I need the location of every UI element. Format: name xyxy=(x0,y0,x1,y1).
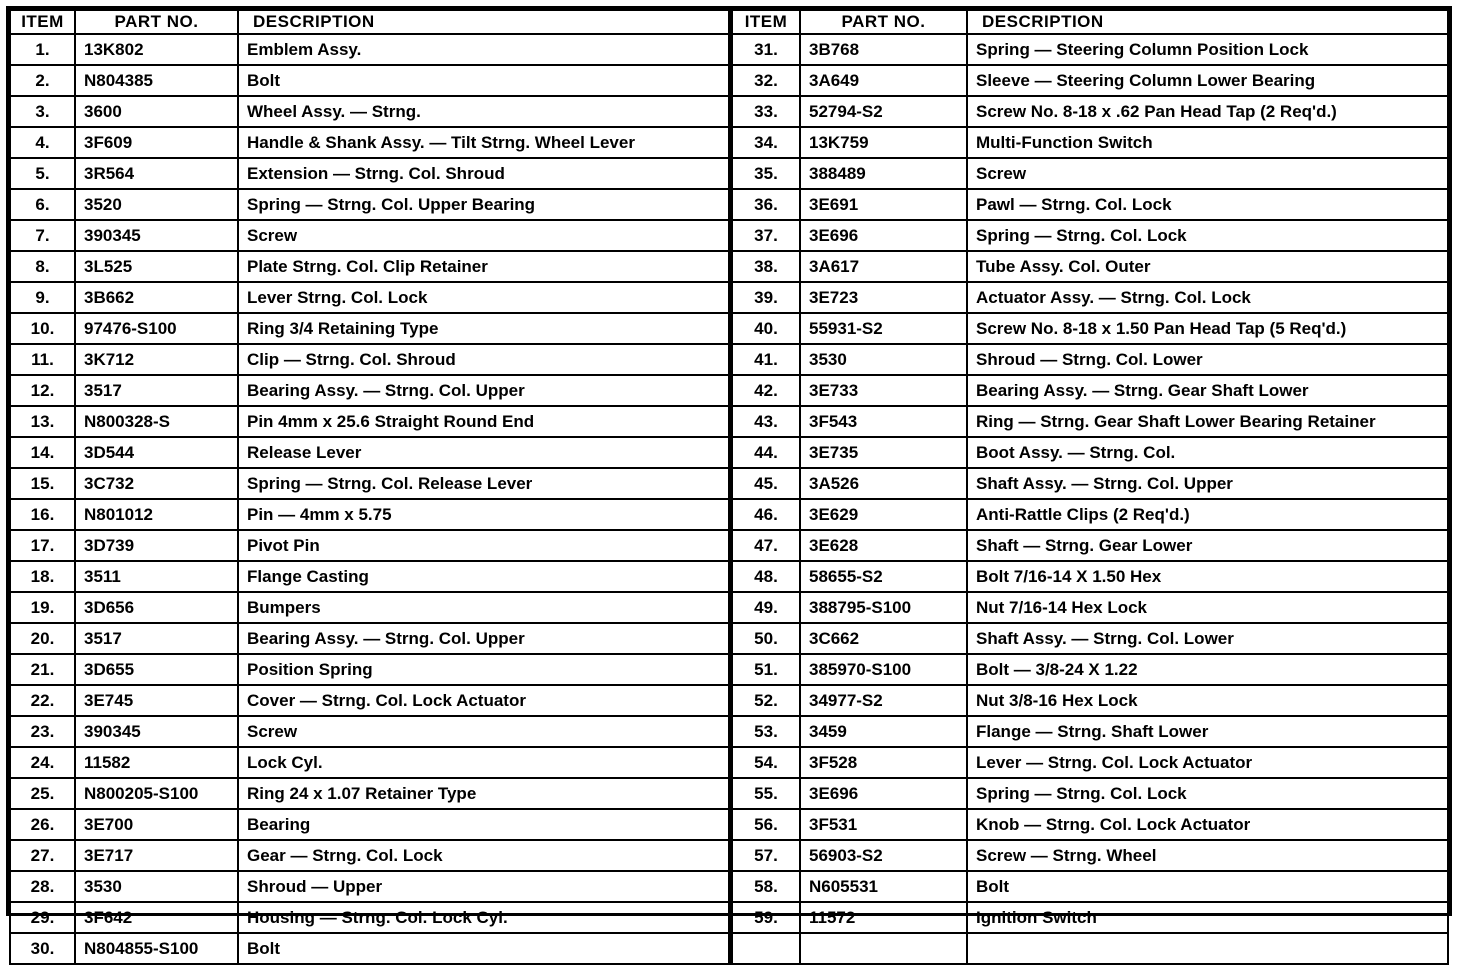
part-no-cell: 3K712 xyxy=(75,344,238,375)
table-row xyxy=(732,375,1448,406)
part-no-cell: 388489 xyxy=(800,158,967,189)
table-row xyxy=(732,623,1448,654)
item-cell: 31. xyxy=(732,34,800,65)
description-cell: Screw — Strng. Wheel xyxy=(967,840,1448,871)
table-row xyxy=(732,716,1448,747)
item-cell: 25. xyxy=(10,778,75,809)
item-cell: 4. xyxy=(10,127,75,158)
table-row xyxy=(10,468,730,499)
description-cell: Nut 7/16-14 Hex Lock xyxy=(967,592,1448,623)
table-row xyxy=(10,437,730,468)
description-cell: Screw No. 8-18 x 1.50 Pan Head Tap (5 Req'd.) xyxy=(967,313,1448,344)
part-no-cell: 56903-S2 xyxy=(800,840,967,871)
table-row xyxy=(10,127,730,158)
part-no-cell: 3C662 xyxy=(800,623,967,654)
item-cell: 33. xyxy=(732,96,800,127)
table-row xyxy=(732,251,1448,282)
description-cell: Cover — Strng. Col. Lock Actuator xyxy=(238,685,730,716)
description-cell: Pawl — Strng. Col. Lock xyxy=(967,189,1448,220)
description-cell: Shaft — Strng. Gear Lower xyxy=(967,530,1448,561)
table-row xyxy=(732,282,1448,313)
description-cell: Spring — Strng. Col. Upper Bearing xyxy=(238,189,730,220)
part-no-cell: 385970-S100 xyxy=(800,654,967,685)
description-cell: Shroud — Strng. Col. Lower xyxy=(967,344,1448,375)
item-cell: 47. xyxy=(732,530,800,561)
item-cell: 15. xyxy=(10,468,75,499)
table-row xyxy=(10,561,730,592)
part-no-cell: 3E700 xyxy=(75,809,238,840)
part-no-cell: 3E733 xyxy=(800,375,967,406)
item-cell: 19. xyxy=(10,592,75,623)
item-header: ITEM xyxy=(732,10,800,34)
table-row xyxy=(732,530,1448,561)
description-cell: Knob — Strng. Col. Lock Actuator xyxy=(967,809,1448,840)
part-no-cell: 3520 xyxy=(75,189,238,220)
item-cell: 3. xyxy=(10,96,75,127)
description-cell: Lever Strng. Col. Lock xyxy=(238,282,730,313)
part-no-header: PART NO. xyxy=(800,10,967,34)
table-row xyxy=(10,34,730,65)
item-cell: 10. xyxy=(10,313,75,344)
table-row xyxy=(732,406,1448,437)
description-cell: Spring — Strng. Col. Lock xyxy=(967,220,1448,251)
part-no-cell: 3517 xyxy=(75,623,238,654)
description-cell: Gear — Strng. Col. Lock xyxy=(238,840,730,871)
part-no-cell: 3600 xyxy=(75,96,238,127)
table-row xyxy=(10,96,730,127)
description-cell: Anti-Rattle Clips (2 Req'd.) xyxy=(967,499,1448,530)
part-no-cell: 3F528 xyxy=(800,747,967,778)
item-cell: 17. xyxy=(10,530,75,561)
part-no-cell: 3F543 xyxy=(800,406,967,437)
part-no-cell: N800205-S100 xyxy=(75,778,238,809)
item-cell: 57. xyxy=(732,840,800,871)
table-row xyxy=(732,809,1448,840)
part-no-cell: 3C732 xyxy=(75,468,238,499)
description-cell: Bolt 7/16-14 X 1.50 Hex xyxy=(967,561,1448,592)
table-row xyxy=(10,747,730,778)
item-cell: 43. xyxy=(732,406,800,437)
item-cell: 56. xyxy=(732,809,800,840)
item-cell: 22. xyxy=(10,685,75,716)
description-cell: Lock Cyl. xyxy=(238,747,730,778)
table-row xyxy=(732,685,1448,716)
item-cell: 13. xyxy=(10,406,75,437)
table-row xyxy=(10,685,730,716)
part-no-cell: 97476-S100 xyxy=(75,313,238,344)
table-row xyxy=(10,406,730,437)
item-cell: 5. xyxy=(10,158,75,189)
item-cell: 51. xyxy=(732,654,800,685)
table-row xyxy=(10,902,730,933)
table-row xyxy=(10,840,730,871)
part-no-cell: 55931-S2 xyxy=(800,313,967,344)
parts-list-sheet xyxy=(6,6,1452,958)
item-cell: 45. xyxy=(732,468,800,499)
part-no-cell: 3F531 xyxy=(800,809,967,840)
description-cell: Bolt xyxy=(967,871,1448,902)
item-cell: 38. xyxy=(732,251,800,282)
description-cell: Spring — Strng. Col. Lock xyxy=(967,778,1448,809)
description-cell: Bolt xyxy=(238,933,730,964)
item-cell: 24. xyxy=(10,747,75,778)
part-no-cell: 3R564 xyxy=(75,158,238,189)
description-cell: Shaft Assy. — Strng. Col. Lower xyxy=(967,623,1448,654)
description-cell: Shaft Assy. — Strng. Col. Upper xyxy=(967,468,1448,499)
item-cell: 59. xyxy=(732,902,800,933)
description-cell: Nut 3/8-16 Hex Lock xyxy=(967,685,1448,716)
description-cell: Flange — Strng. Shaft Lower xyxy=(967,716,1448,747)
description-cell: Ignition Switch xyxy=(967,902,1448,933)
item-cell: 54. xyxy=(732,747,800,778)
table-row xyxy=(732,840,1448,871)
part-no-header: PART NO. xyxy=(75,10,238,34)
description-cell: Ring 3/4 Retaining Type xyxy=(238,313,730,344)
description-header: DESCRIPTION xyxy=(238,10,730,34)
table-row xyxy=(10,65,730,96)
item-cell: 6. xyxy=(10,189,75,220)
part-no-cell: 34977-S2 xyxy=(800,685,967,716)
table-row xyxy=(732,189,1448,220)
parts-table-right xyxy=(731,9,1449,965)
table-row xyxy=(732,437,1448,468)
item-cell: 27. xyxy=(10,840,75,871)
table-row xyxy=(732,747,1448,778)
table-row xyxy=(10,778,730,809)
item-cell: 50. xyxy=(732,623,800,654)
description-cell: Shroud — Upper xyxy=(238,871,730,902)
description-cell: Bolt — 3/8-24 X 1.22 xyxy=(967,654,1448,685)
table-row xyxy=(10,716,730,747)
item-cell xyxy=(732,933,800,964)
part-no-cell: N804855-S100 xyxy=(75,933,238,964)
item-cell: 48. xyxy=(732,561,800,592)
part-no-cell: 3L525 xyxy=(75,251,238,282)
item-cell: 37. xyxy=(732,220,800,251)
item-cell: 46. xyxy=(732,499,800,530)
part-no-cell: 390345 xyxy=(75,716,238,747)
description-cell: Bearing Assy. — Strng. Gear Shaft Lower xyxy=(967,375,1448,406)
table-row xyxy=(10,313,730,344)
table-row xyxy=(732,158,1448,189)
header-row xyxy=(732,10,1448,34)
description-cell: Ring — Strng. Gear Shaft Lower Bearing Retainer xyxy=(967,406,1448,437)
item-cell: 12. xyxy=(10,375,75,406)
part-no-cell: 3D655 xyxy=(75,654,238,685)
table-row xyxy=(732,871,1448,902)
description-cell: Extension — Strng. Col. Shroud xyxy=(238,158,730,189)
description-cell: Multi-Function Switch xyxy=(967,127,1448,158)
description-cell: Actuator Assy. — Strng. Col. Lock xyxy=(967,282,1448,313)
description-cell: Bolt xyxy=(238,65,730,96)
description-cell: Flange Casting xyxy=(238,561,730,592)
part-no-cell: 52794-S2 xyxy=(800,96,967,127)
item-cell: 42. xyxy=(732,375,800,406)
description-cell: Sleeve — Steering Column Lower Bearing xyxy=(967,65,1448,96)
part-no-cell: 3530 xyxy=(800,344,967,375)
part-no-cell: 3E696 xyxy=(800,778,967,809)
description-cell xyxy=(967,933,1448,964)
description-cell: Pivot Pin xyxy=(238,530,730,561)
table-row xyxy=(732,96,1448,127)
description-cell: Clip — Strng. Col. Shroud xyxy=(238,344,730,375)
left-table-body xyxy=(10,34,730,964)
description-cell: Bearing Assy. — Strng. Col. Upper xyxy=(238,375,730,406)
item-cell: 53. xyxy=(732,716,800,747)
item-cell: 35. xyxy=(732,158,800,189)
part-no-cell: 3517 xyxy=(75,375,238,406)
table-row xyxy=(10,158,730,189)
description-cell: Position Spring xyxy=(238,654,730,685)
part-no-cell: 3E696 xyxy=(800,220,967,251)
table-row xyxy=(10,344,730,375)
part-no-cell: 11582 xyxy=(75,747,238,778)
table-row xyxy=(732,34,1448,65)
part-no-cell: 3530 xyxy=(75,871,238,902)
part-no-cell: N605531 xyxy=(800,871,967,902)
description-cell: Pin 4mm x 25.6 Straight Round End xyxy=(238,406,730,437)
description-cell: Screw xyxy=(967,158,1448,189)
description-cell: Housing — Strng. Col. Lock Cyl. xyxy=(238,902,730,933)
table-row xyxy=(10,654,730,685)
item-cell: 34. xyxy=(732,127,800,158)
part-no-cell: 3F642 xyxy=(75,902,238,933)
table-row xyxy=(732,654,1448,685)
item-cell: 41. xyxy=(732,344,800,375)
description-cell: Boot Assy. — Strng. Col. xyxy=(967,437,1448,468)
table-row xyxy=(732,220,1448,251)
table-row xyxy=(10,933,730,964)
table-row xyxy=(10,592,730,623)
item-cell: 55. xyxy=(732,778,800,809)
part-no-cell: 388795-S100 xyxy=(800,592,967,623)
part-no-cell: 3E735 xyxy=(800,437,967,468)
item-cell: 39. xyxy=(732,282,800,313)
item-cell: 23. xyxy=(10,716,75,747)
right-table-body xyxy=(732,34,1448,964)
part-no-cell: 3E717 xyxy=(75,840,238,871)
part-no-cell: 3459 xyxy=(800,716,967,747)
description-cell: Bearing Assy. — Strng. Col. Upper xyxy=(238,623,730,654)
item-cell: 36. xyxy=(732,189,800,220)
table-row xyxy=(732,65,1448,96)
item-cell: 52. xyxy=(732,685,800,716)
item-cell: 14. xyxy=(10,437,75,468)
description-cell: Tube Assy. Col. Outer xyxy=(967,251,1448,282)
table-row xyxy=(10,809,730,840)
part-no-cell: 3A526 xyxy=(800,468,967,499)
item-cell: 2. xyxy=(10,65,75,96)
item-cell: 9. xyxy=(10,282,75,313)
item-cell: 32. xyxy=(732,65,800,96)
description-cell: Pin — 4mm x 5.75 xyxy=(238,499,730,530)
part-no-cell: 3A649 xyxy=(800,65,967,96)
item-header: ITEM xyxy=(10,10,75,34)
description-cell: Spring — Steering Column Position Lock xyxy=(967,34,1448,65)
table-row xyxy=(10,282,730,313)
table-row xyxy=(732,778,1448,809)
item-cell: 8. xyxy=(10,251,75,282)
item-cell: 58. xyxy=(732,871,800,902)
description-header: DESCRIPTION xyxy=(967,10,1448,34)
item-cell: 1. xyxy=(10,34,75,65)
table-row xyxy=(10,499,730,530)
table-row xyxy=(732,561,1448,592)
item-cell: 30. xyxy=(10,933,75,964)
description-cell: Handle & Shank Assy. — Tilt Strng. Wheel Lever xyxy=(238,127,730,158)
description-cell: Bearing xyxy=(238,809,730,840)
part-no-cell: 3D739 xyxy=(75,530,238,561)
table-row xyxy=(732,499,1448,530)
table-row xyxy=(732,127,1448,158)
part-no-cell: 3D544 xyxy=(75,437,238,468)
part-no-cell: N804385 xyxy=(75,65,238,96)
part-no-cell: 58655-S2 xyxy=(800,561,967,592)
item-cell: 40. xyxy=(732,313,800,344)
part-no-cell: 3B768 xyxy=(800,34,967,65)
part-no-cell: 3A617 xyxy=(800,251,967,282)
table-row xyxy=(732,468,1448,499)
item-cell: 20. xyxy=(10,623,75,654)
item-cell: 49. xyxy=(732,592,800,623)
description-cell: Screw xyxy=(238,716,730,747)
header-row xyxy=(10,10,730,34)
table-row xyxy=(732,592,1448,623)
item-cell: 26. xyxy=(10,809,75,840)
table-row xyxy=(10,189,730,220)
item-cell: 11. xyxy=(10,344,75,375)
part-no-cell: 3E629 xyxy=(800,499,967,530)
part-no-cell: 3E691 xyxy=(800,189,967,220)
description-cell: Wheel Assy. — Strng. xyxy=(238,96,730,127)
parts-table-left xyxy=(9,9,731,965)
part-no-cell: 3E723 xyxy=(800,282,967,313)
description-cell: Screw No. 8-18 x .62 Pan Head Tap (2 Req'd.) xyxy=(967,96,1448,127)
item-cell: 21. xyxy=(10,654,75,685)
part-no-cell: 3D656 xyxy=(75,592,238,623)
item-cell: 44. xyxy=(732,437,800,468)
description-cell: Bumpers xyxy=(238,592,730,623)
part-no-cell: 3F609 xyxy=(75,127,238,158)
description-cell: Screw xyxy=(238,220,730,251)
item-cell: 18. xyxy=(10,561,75,592)
description-cell: Plate Strng. Col. Clip Retainer xyxy=(238,251,730,282)
table-row xyxy=(732,313,1448,344)
part-no-cell: 3511 xyxy=(75,561,238,592)
table-row xyxy=(10,530,730,561)
part-no-cell: 390345 xyxy=(75,220,238,251)
part-no-cell: 13K802 xyxy=(75,34,238,65)
table-row xyxy=(10,375,730,406)
description-cell: Spring — Strng. Col. Release Lever xyxy=(238,468,730,499)
table-row xyxy=(10,623,730,654)
table-row xyxy=(732,902,1448,933)
table-row xyxy=(732,933,1448,964)
item-cell: 29. xyxy=(10,902,75,933)
item-cell: 7. xyxy=(10,220,75,251)
item-cell: 28. xyxy=(10,871,75,902)
description-cell: Lever — Strng. Col. Lock Actuator xyxy=(967,747,1448,778)
part-no-cell: 13K759 xyxy=(800,127,967,158)
table-row xyxy=(10,251,730,282)
description-cell: Release Lever xyxy=(238,437,730,468)
part-no-cell: 3E745 xyxy=(75,685,238,716)
part-no-cell: N800328-S xyxy=(75,406,238,437)
part-no-cell: 3B662 xyxy=(75,282,238,313)
item-cell: 16. xyxy=(10,499,75,530)
table-row xyxy=(10,871,730,902)
part-no-cell: 11572 xyxy=(800,902,967,933)
table-row xyxy=(10,220,730,251)
part-no-cell: N801012 xyxy=(75,499,238,530)
part-no-cell xyxy=(800,933,967,964)
part-no-cell: 3E628 xyxy=(800,530,967,561)
table-row xyxy=(732,344,1448,375)
description-cell: Ring 24 x 1.07 Retainer Type xyxy=(238,778,730,809)
description-cell: Emblem Assy. xyxy=(238,34,730,65)
